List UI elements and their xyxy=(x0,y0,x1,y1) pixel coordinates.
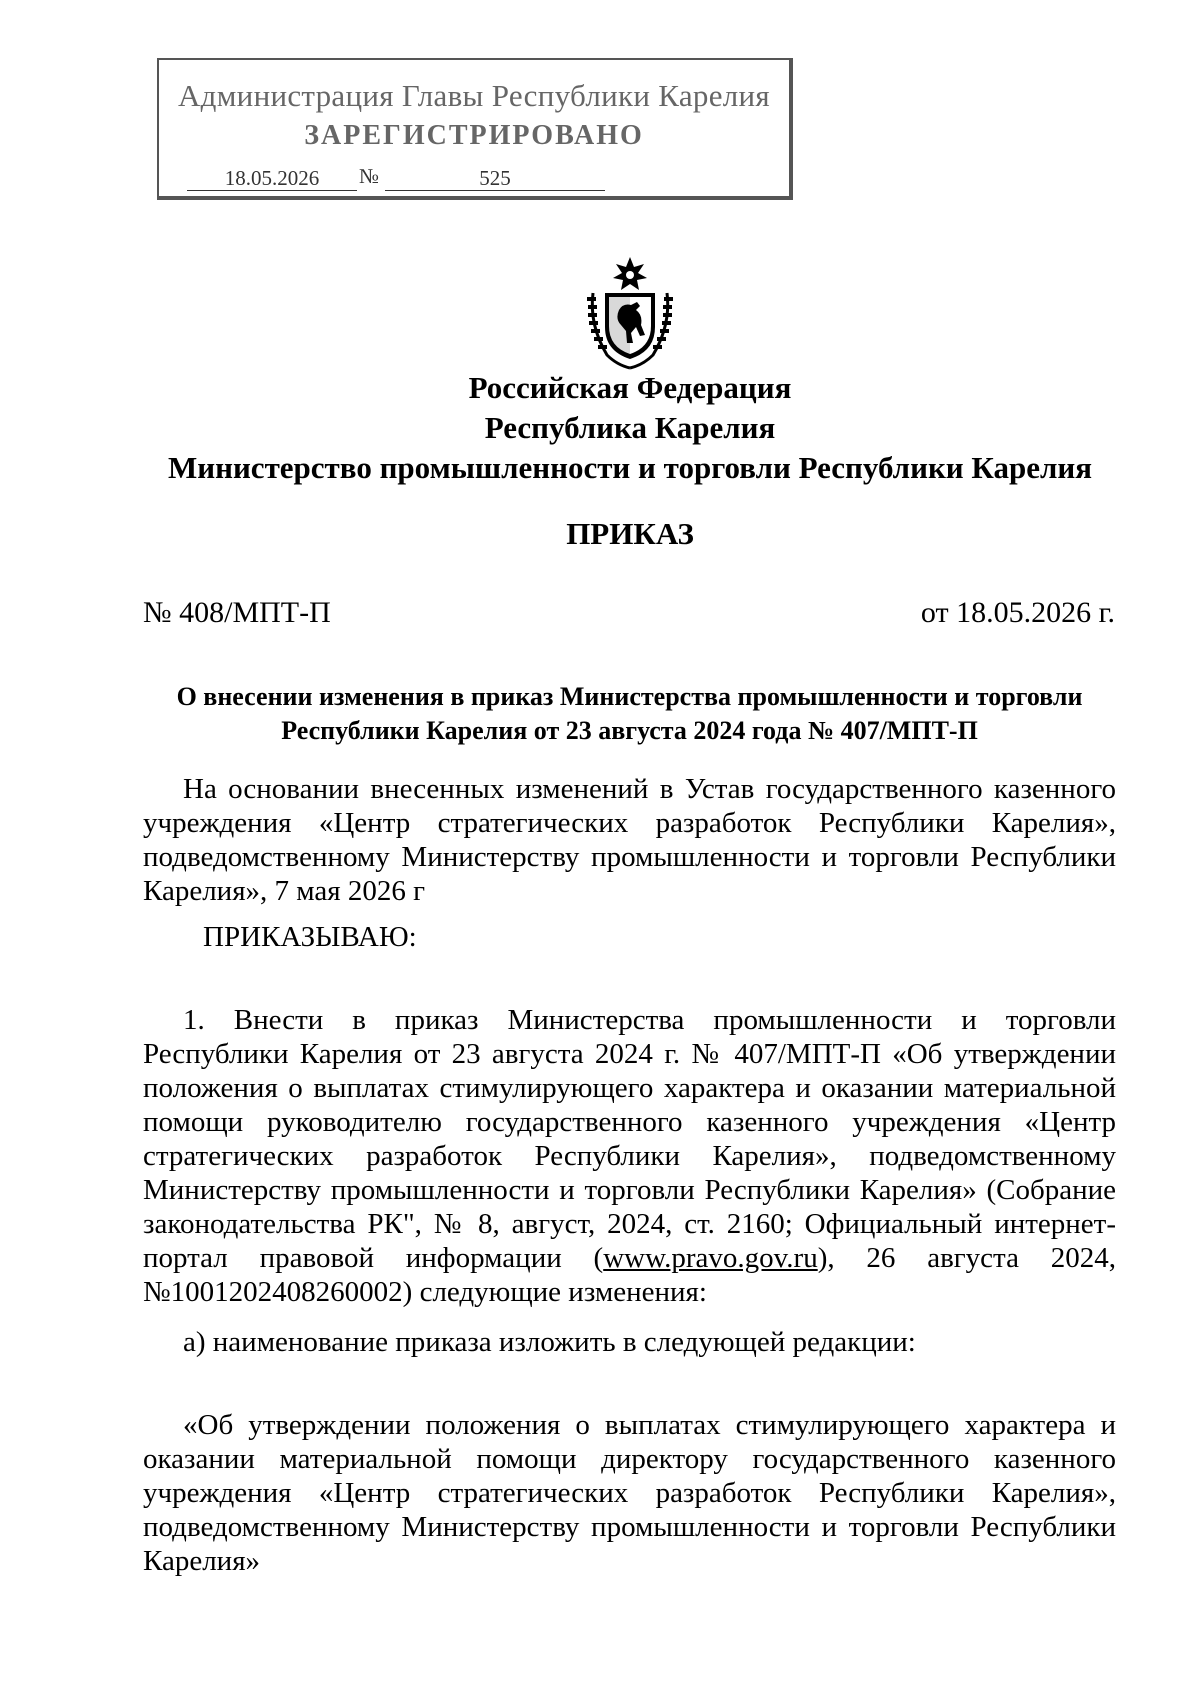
stamp-registered: ЗАРЕГИСТРИРОВАНО xyxy=(304,120,644,151)
item-1-text-start: 1. Внести в приказ Министерства промышленности и торговли Республики Карелия от 23 августа 2024 г. № 407/МПТ-П «Об утверждении положения о выплатах стимулирующего характера и оказании материальной помощи руководителю государственного казенного учреждения «Центр стратегических разработок Республики Карелия», подведомственному Министерству промышленности и торговли Республики Карелия» (Собрание законодательства РК", № 8, август, 2024, ст. 2160; Официальный интернет-портал правовой информации ( xyxy=(143,1004,1116,1274)
header-ministry: Министерство промышленности и торговли Республики Карелия xyxy=(167,450,1093,485)
header-country: Российская Федерация xyxy=(468,370,792,405)
item-1-paragraph xyxy=(143,1003,1116,1309)
quoted-title-paragraph: «Об утверждении положения о выплатах стимулирующего характера и оказании материальной помощи директору государственного казенного учреждения «Центр стратегических разработок Республики Карелия», подведомственному Министерству промышленности и торговли Республики Карелия» xyxy=(143,1409,1116,1577)
subject-line-1: О внесении изменения в приказ Министерства промышленности и торговли xyxy=(176,682,1083,711)
order-subject xyxy=(143,680,1116,748)
order-word: ПРИКАЗЫВАЮ: xyxy=(203,921,417,953)
order-date: от 18.05.2026 г. xyxy=(920,596,1115,629)
order-number: № 408/МПТ-П xyxy=(143,596,331,629)
stamp-date: 18.05.2026 xyxy=(187,166,357,191)
document-type: ПРИКАЗ xyxy=(566,516,694,551)
stamp-number-sign: № xyxy=(359,164,380,188)
basis-paragraph: На основании внесенных изменений в Устав государственного казенного учреждения «Центр стратегических разработок Республики Карелия», подведомственному Министерству промышленности и торговли Республики Карелия», 7 мая 2026 г xyxy=(143,773,1116,907)
item-1-text-end: ), 26 августа 2024, №1001202408260002) следующие изменения: xyxy=(143,1242,1116,1308)
registration-stamp xyxy=(157,58,793,200)
header-republic: Республика Карелия xyxy=(484,410,776,445)
karelia-coat-of-arms-icon xyxy=(585,255,675,370)
item-a-paragraph: а) наименование приказа изложить в следующей редакции: xyxy=(183,1326,916,1358)
subject-line-2: Республики Карелия от 23 августа 2024 года № 407/МПТ-П xyxy=(281,716,978,745)
stamp-authority: Администрация Главы Республики Карелия xyxy=(178,78,770,113)
pravo-link[interactable]: www.pravo.gov.ru xyxy=(603,1242,818,1274)
stamp-number: 525 xyxy=(385,166,605,191)
